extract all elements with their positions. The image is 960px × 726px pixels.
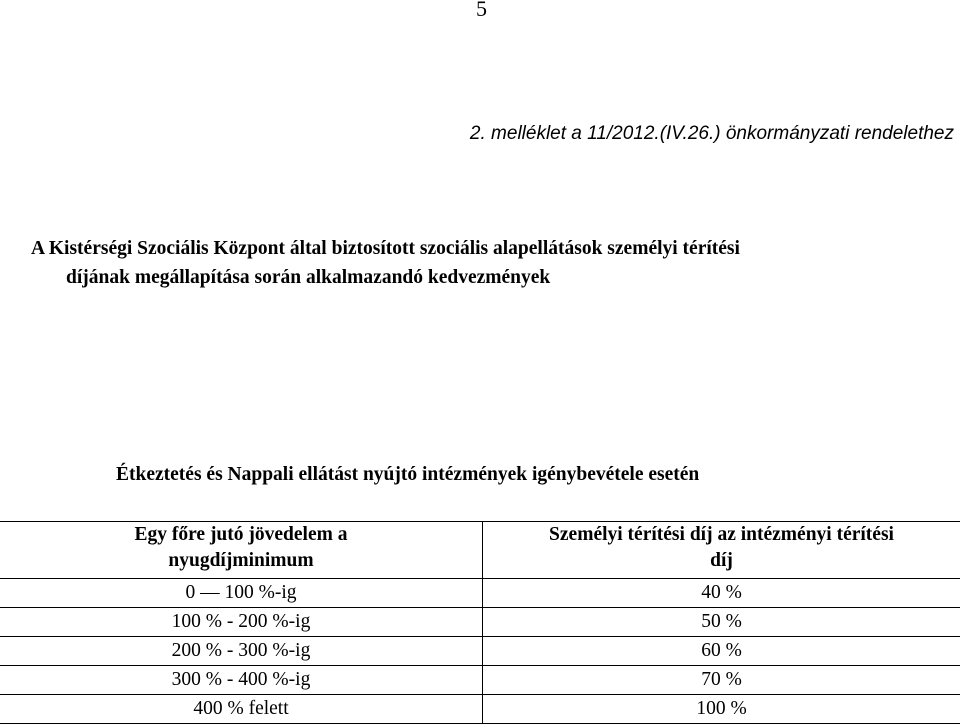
table-row [0, 666, 960, 695]
header-fee-line-2: díj [710, 550, 733, 571]
section-heading: Étkeztetés és Nappali ellátást nyújtó intézmények igénybevétele esetén [116, 464, 700, 485]
fee-cell: 50 % [483, 608, 960, 637]
income-cell: 400 % felett [0, 695, 483, 724]
document-title [31, 234, 951, 292]
discount-table [0, 521, 960, 724]
table-row [0, 579, 960, 608]
table-row [0, 637, 960, 666]
document-title-line-2: díjának megállapítása során alkalmazandó kedvezmények [66, 267, 551, 288]
header-fee-line-1: Személyi térítési díj az intézményi térítési [549, 524, 894, 545]
header-income-line-2: nyugdíjminimum [168, 550, 314, 571]
document-title-line-1: A Kistérségi Szociális Központ által biztosított szociális alapellátások személyi térítési [31, 238, 740, 259]
discount-table-header [0, 522, 960, 579]
table-row [0, 695, 960, 724]
header-income-line-1: Egy főre jutó jövedelem a [134, 524, 348, 545]
income-cell: 0 — 100 %-ig [0, 579, 483, 608]
fee-cell: 100 % [483, 695, 960, 724]
header-income [0, 522, 483, 579]
fee-cell: 70 % [483, 666, 960, 695]
fee-cell: 60 % [483, 637, 960, 666]
header-row [0, 522, 960, 579]
table-row [0, 608, 960, 637]
income-cell: 100 % - 200 %-ig [0, 608, 483, 637]
income-cell: 300 % - 400 %-ig [0, 666, 483, 695]
annex-reference: 2. melléklet a 11/2012.(IV.26.) önkormányzati rendelethez [469, 123, 954, 144]
discount-table-body [0, 579, 960, 724]
page-number: 5 [476, 0, 487, 21]
income-cell: 200 % - 300 %-ig [0, 637, 483, 666]
fee-cell: 40 % [483, 579, 960, 608]
header-fee [483, 522, 960, 579]
